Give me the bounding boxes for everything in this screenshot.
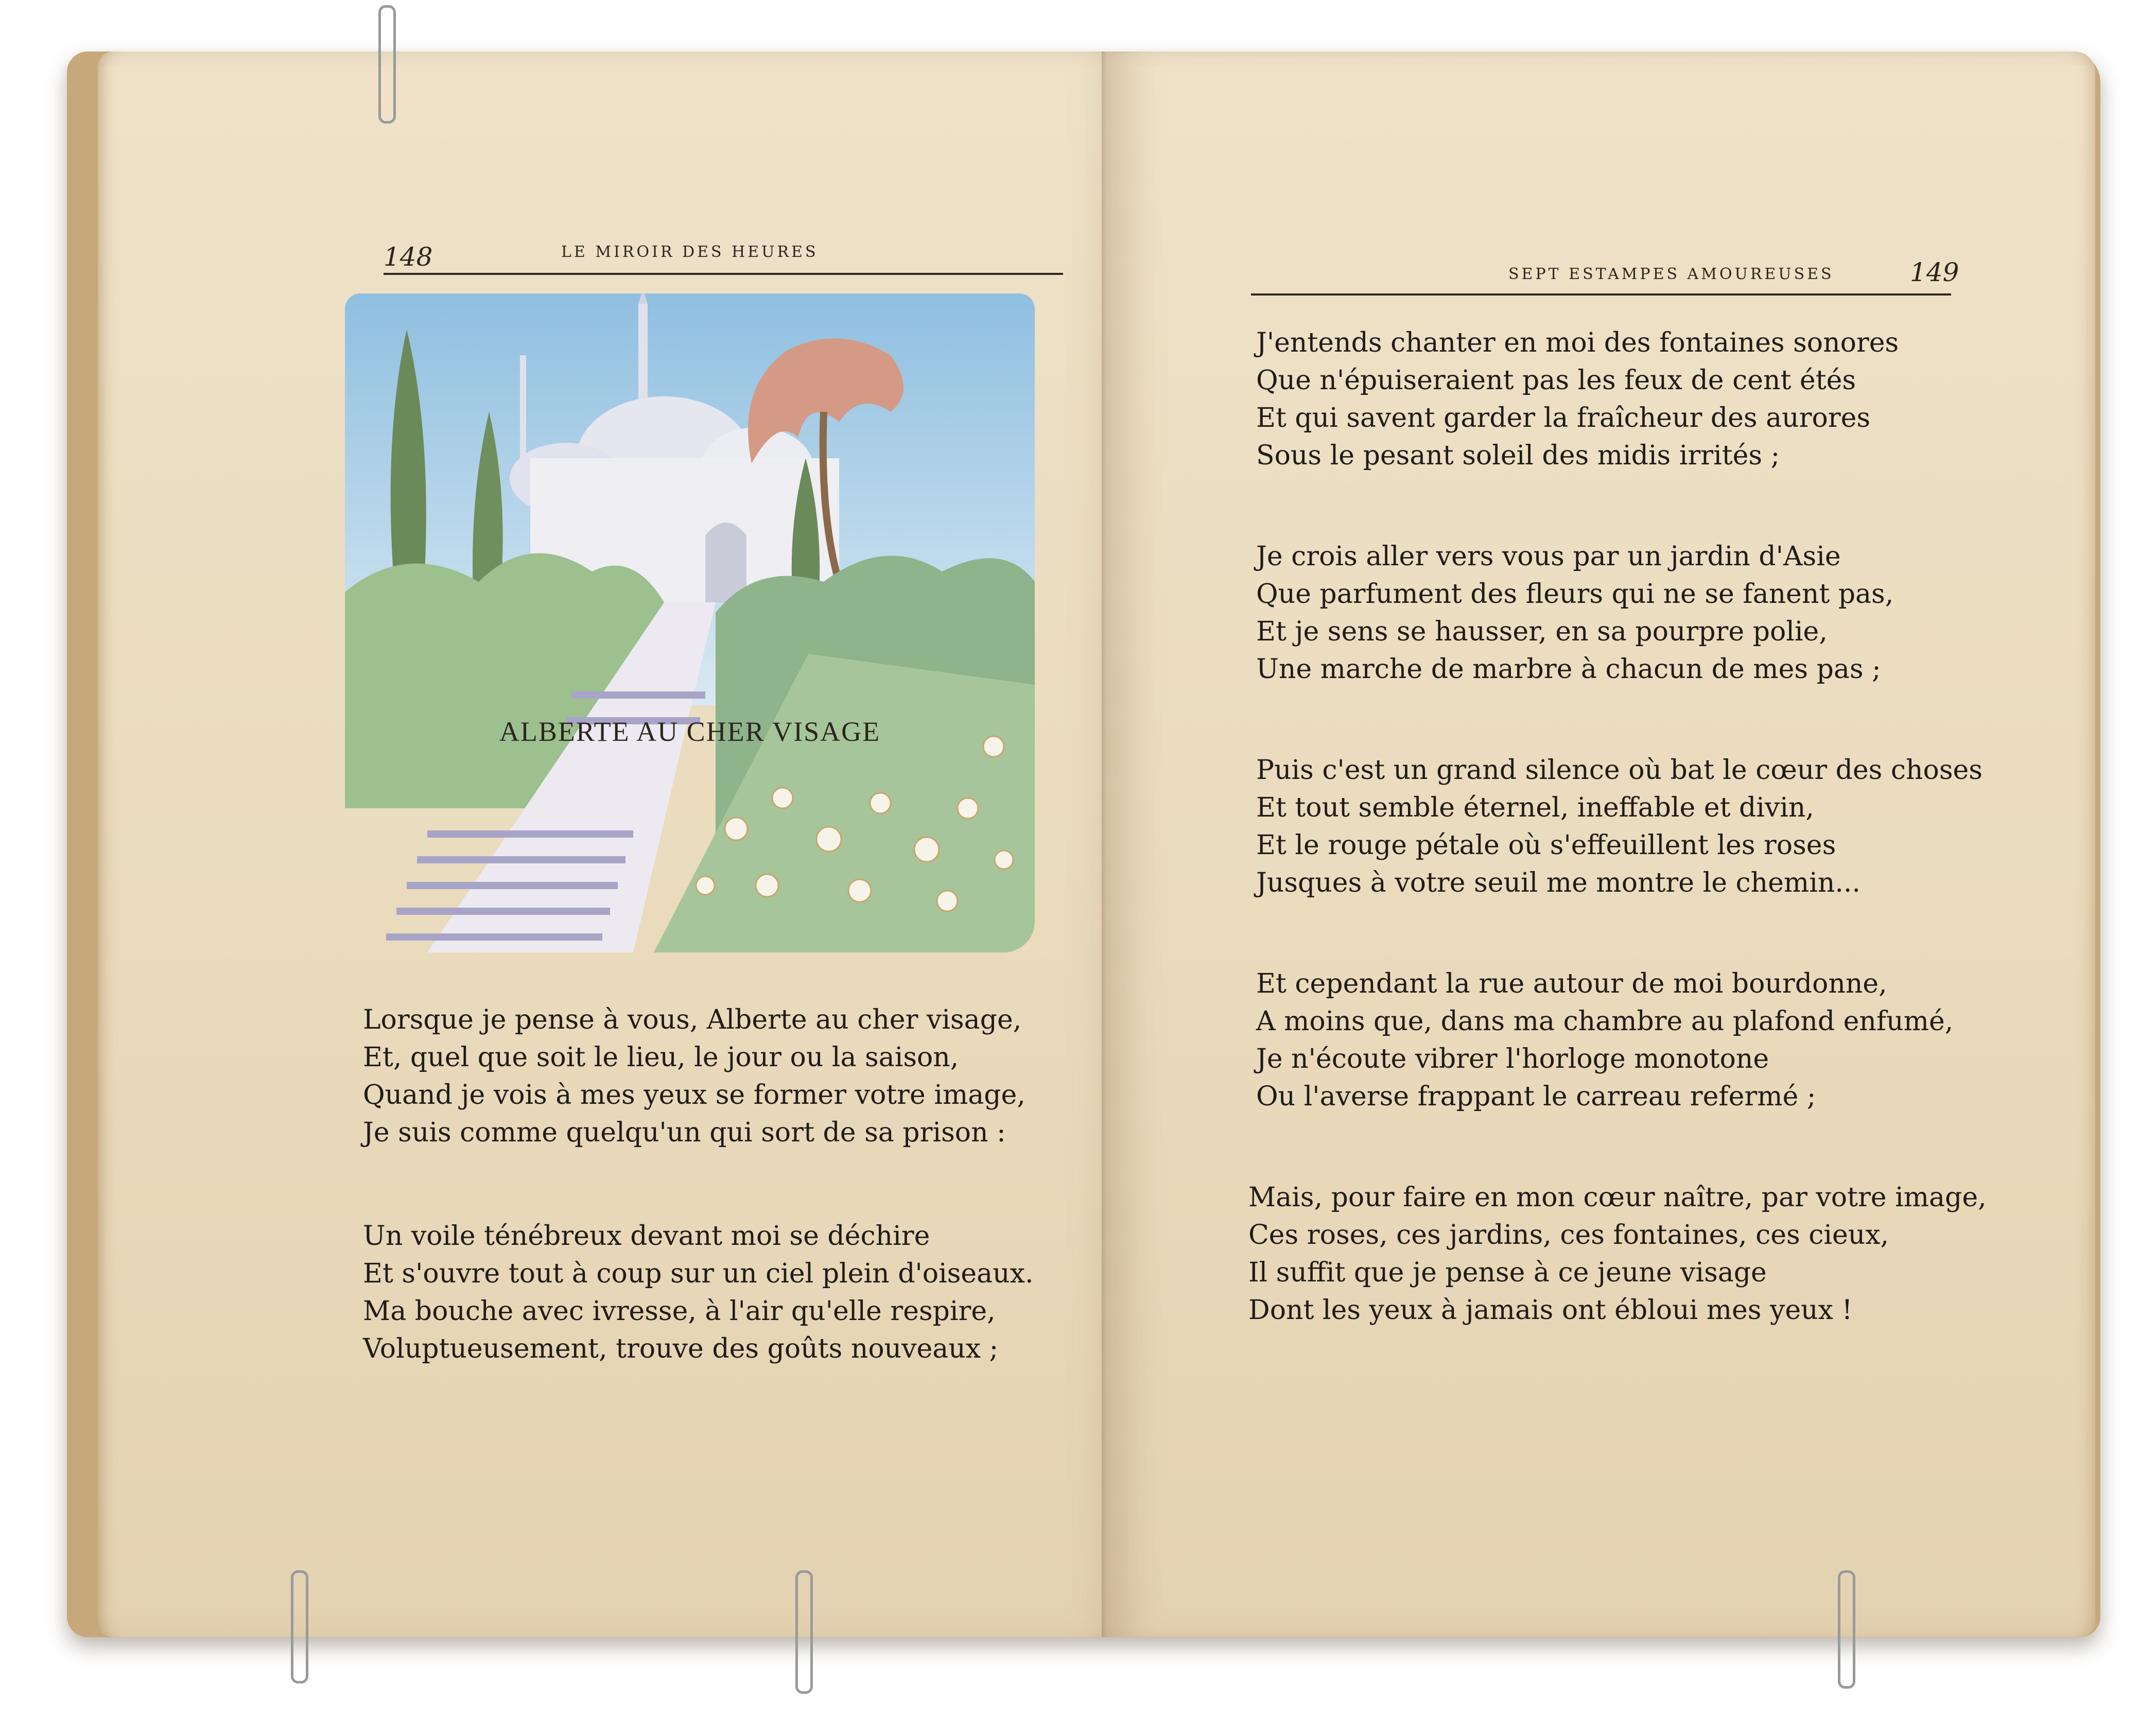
verse-line: Que n'épuiseraient pas les feux de cent étés (1256, 365, 1856, 396)
verse-line: Sous le pesant soleil des midis irrités ; (1256, 440, 1780, 471)
verse-line: Voluptueusement, trouve des goûts nouveaux ; (363, 1333, 999, 1364)
verse-line: Un voile ténébreux devant moi se déchire (363, 1221, 930, 1252)
page-number-right: 149 (1910, 257, 1959, 287)
verse-line: Et je sens se hausser, en sa pourpre polie, (1256, 616, 1828, 647)
verse-line: Une marche de marbre à chacun de mes pas ; (1256, 654, 1881, 685)
header-rule-left (384, 273, 1063, 275)
watercolor-illustration (345, 293, 1035, 952)
stanza-left-2 (363, 1218, 1034, 1368)
running-head-left: LE MIROIR DES HEURES (561, 243, 819, 261)
verse-line: Et, quel que soit le lieu, le jour ou la saison, (363, 1042, 959, 1073)
running-head-right: SEPT ESTAMPES AMOUREUSES (1508, 265, 1834, 283)
right-page (1107, 51, 2095, 1637)
stanza-right-2 (1256, 538, 1893, 688)
clip-top-left (378, 5, 396, 124)
verse-line: Je n'écoute vibrer l'horloge monotone (1256, 1044, 1769, 1074)
verse-line: Je crois aller vers vous par un jardin d'Asie (1256, 541, 1841, 572)
verse-line: Lorsque je pense à vous, Alberte au cher visage, (363, 1004, 1022, 1035)
verse-line: J'entends chanter en moi des fontaines sonores (1256, 327, 1899, 358)
open-book (67, 51, 2100, 1637)
verse-line: Puis c'est un grand silence où bat le cœur des choses (1256, 755, 1983, 786)
verse-line: Dont les yeux à jamais ont ébloui mes yeux ! (1248, 1295, 1853, 1326)
verse-line: Ou l'averse frappant le carreau refermé ; (1256, 1081, 1816, 1112)
verse-line: Que parfument des fleurs qui ne se fanent pas, (1256, 579, 1894, 610)
clip-bottom-left (291, 1570, 308, 1684)
stanza-right-3 (1256, 752, 1983, 902)
verse-line: Et cependant la rue autour de moi bourdonne, (1256, 968, 1887, 999)
verse-line: Il suffit que je pense à ce jeune visage (1248, 1257, 1767, 1288)
verse-line: Et qui savent garder la fraîcheur des aurores (1256, 403, 1871, 433)
garden-mosque-illustration (345, 293, 1035, 952)
verse-line: Ma bouche avec ivresse, à l'air qu'elle respire, (363, 1296, 996, 1327)
illustration-title: ALBERTE AU CHER VISAGE (499, 716, 881, 747)
verse-line: Et tout semble éternel, ineffable et divin, (1256, 792, 1814, 823)
stanza-right-1 (1256, 324, 1899, 475)
verse-line: Et le rouge pétale où s'effeuillent les roses (1256, 830, 1836, 861)
verse-line: Quand je vois à mes yeux se former votre image, (363, 1080, 1025, 1111)
left-page (98, 51, 1127, 1637)
clip-bottom-right (1838, 1570, 1855, 1689)
page-number-left: 148 (384, 242, 433, 272)
verse-line: A moins que, dans ma chambre au plafond enfumé, (1256, 1006, 1954, 1037)
clip-bottom-middle (795, 1570, 813, 1694)
verse-line: Mais, pour faire en mon cœur naître, par votre image, (1248, 1182, 1987, 1213)
verse-line: Je suis comme quelqu'un qui sort de sa prison : (363, 1117, 1006, 1148)
stanza-right-5 (1248, 1179, 1987, 1329)
header-rule-right (1251, 293, 1951, 296)
stanza-left-1 (363, 1001, 1025, 1152)
verse-line: Ces roses, ces jardins, ces fontaines, ces cieux, (1248, 1220, 1889, 1251)
verse-line: Et s'ouvre tout à coup sur un ciel plein d'oiseaux. (363, 1258, 1034, 1289)
stanza-right-4 (1256, 965, 1953, 1116)
verse-line: Jusques à votre seuil me montre le chemin... (1256, 867, 1861, 898)
